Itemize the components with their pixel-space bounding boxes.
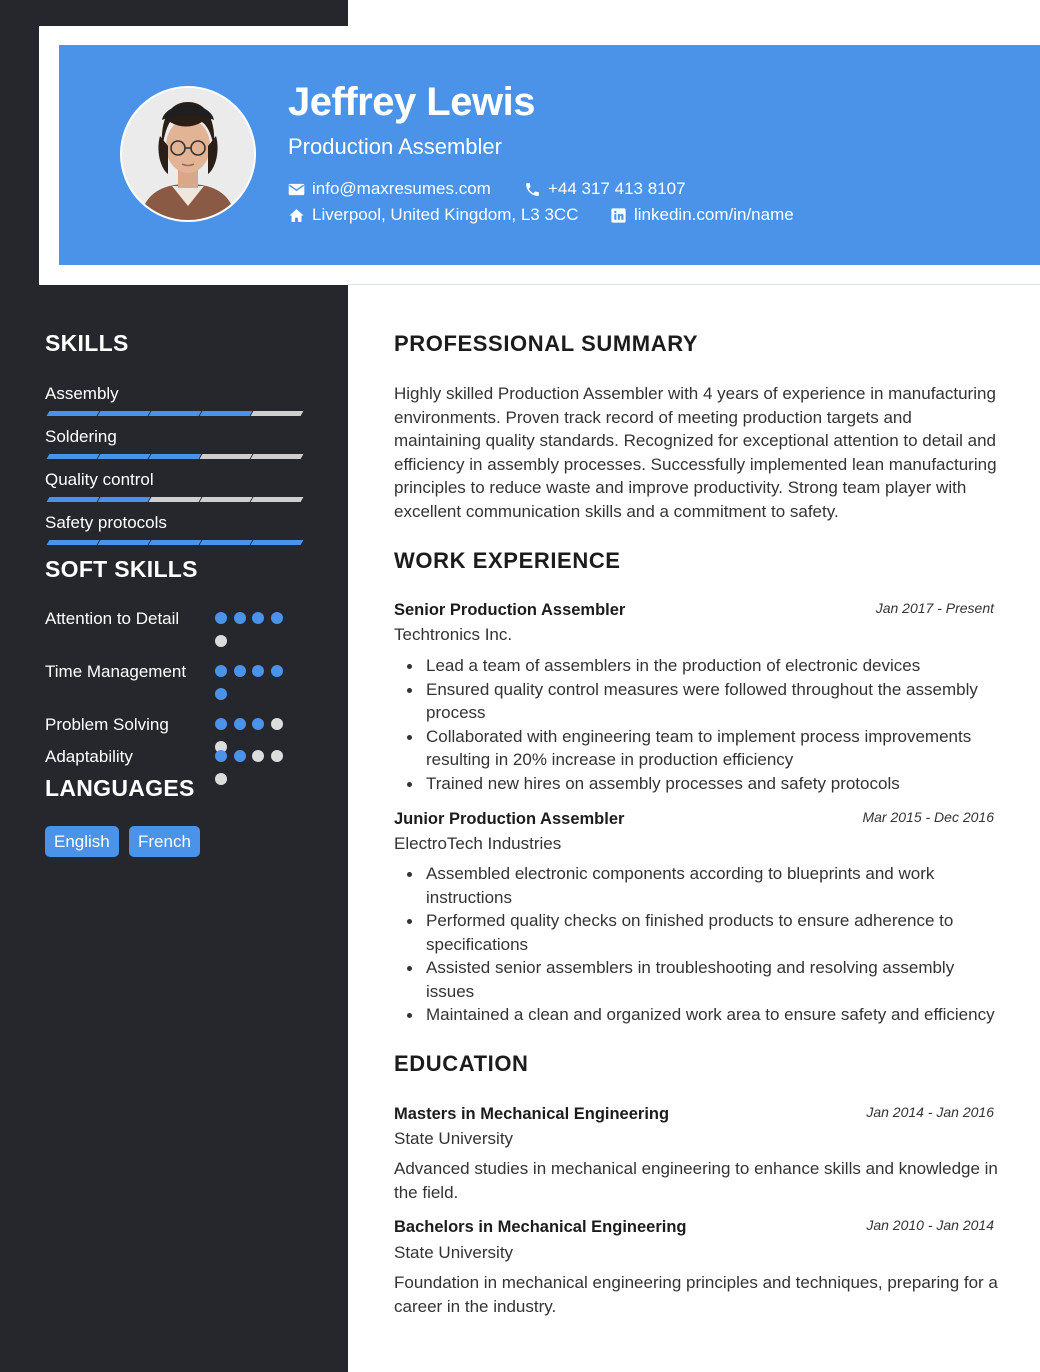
soft-skill-label: Adaptability [45,747,133,766]
soft-skill-dot [215,635,227,647]
candidate-name: Jeffrey Lewis [288,80,535,124]
degree-description: Advanced studies in mechanical engineering to enhance skills and knowledge in the field. [394,1159,998,1202]
skill-bar-segment [149,497,202,502]
job-bullets [426,862,1006,1027]
school-name: State University [394,1243,514,1262]
soft-skill-dot [215,718,227,730]
soft-skill-label: Attention to Detail [45,609,180,628]
job-company: ElectroTech Industries [394,834,562,853]
skill-bar-segment [47,540,100,545]
soft-skill-dot [215,688,227,700]
list-item: Performed quality checks on finished products to ensure adherence to specifications [426,909,1006,956]
education-heading: EDUCATION [394,1051,529,1076]
contact-linkedin-text: linkedin.com/in/name [634,205,794,224]
soft-skill-dot [215,750,227,762]
skill-label: Quality control [45,470,154,489]
skill-bar-segment [149,454,202,459]
skill-label: Assembly [45,384,119,403]
list-item: Assembled electronic components according to blueprints and work instructions [426,862,1006,909]
soft-skill-dot [215,612,227,624]
summary-text: Highly skilled Production Assembler with 4 years of experience in manufacturing environments. Proven track record of meeting production targets and maintaining quality standards. Recognized for exceptional attention to detail and efficiency in assembly processes. Successfully implemented lean manufacturing principles to reduce waste and improve productivity. Strong team player with excellent communication skills and a commitment to safety. [394,384,997,521]
skill-bar-segment [149,540,202,545]
skill-bar-segment [47,454,100,459]
school-name: State University [394,1129,514,1148]
contact-phone[interactable] [524,179,686,199]
skill-level-bars [45,497,305,504]
skill-bar-segment [251,497,304,502]
envelope-icon [288,181,305,198]
home-icon [288,207,305,224]
experience-heading: WORK EXPERIENCE [394,548,621,573]
soft-skill-dot [252,665,264,677]
avatar [120,86,256,222]
job-date: Mar 2015 - Dec 2016 [862,809,994,825]
list-item: Lead a team of assemblers in the production of electronic devices [426,654,1006,678]
skill-bar-segment [251,454,304,459]
list-item: Collaborated with engineering team to implement process improvements resulting in 20% increase in production efficiency [426,725,1006,772]
skill-bar-segment [200,497,253,502]
languages-heading: LANGUAGES [45,775,195,801]
skill-bar-segment [200,411,253,416]
contact-location-text: Liverpool, United Kingdom, L3 3CC [312,205,579,224]
soft-skill-dot [234,750,246,762]
contact-email[interactable] [288,179,491,199]
list-item: Maintained a clean and organized work area to ensure safety and efficiency [426,1003,1006,1027]
job-title: Junior Production Assembler [394,810,625,828]
soft-skills-heading: SOFT SKILLS [45,556,198,582]
job-title: Senior Production Assembler [394,601,626,619]
job-title-header: Production Assembler [288,134,502,159]
degree-description: Foundation in mechanical engineering principles and techniques, preparing for a career in the industry. [394,1273,998,1316]
degree-title: Masters in Mechanical Engineering [394,1105,670,1123]
skill-bar-segment [98,454,151,459]
skill-bar-segment [98,497,151,502]
list-item: Assisted senior assemblers in troubleshooting and resolving assembly issues [426,956,1006,1003]
summary-heading: PROFESSIONAL SUMMARY [394,331,699,356]
contact-linkedin[interactable] [610,205,794,225]
skill-bar-segment [251,411,304,416]
skill-bar-segment [47,411,100,416]
phone-icon [524,181,541,198]
contact-phone-text: +44 317 413 8107 [548,179,686,198]
skill-label: Soldering [45,427,117,446]
soft-skill-dot [271,665,283,677]
degree-title: Bachelors in Mechanical Engineering [394,1218,687,1236]
skill-label: Safety protocols [45,513,167,532]
soft-skill-dot [215,665,227,677]
soft-skill-label: Time Management [45,662,187,681]
skill-bar-segment [200,540,253,545]
soft-skill-dot [215,773,227,785]
linkedin-icon [610,207,627,224]
list-item: Trained new hires on assembly processes and safety protocols [426,772,1006,796]
avatar-portrait [122,88,254,220]
skill-level-bars [45,411,305,418]
soft-skill-dot [252,750,264,762]
language-tag-french: French [129,826,200,857]
soft-skill-dot [234,612,246,624]
skill-bar-segment [98,540,151,545]
job-date: Jan 2017 - Present [875,600,994,616]
contact-location [288,205,578,225]
skill-bar-segment [200,454,253,459]
degree-date: Jan 2014 - Jan 2016 [866,1104,994,1120]
skill-bar-segment [149,411,202,416]
soft-skill-dot [234,665,246,677]
soft-skill-dot [234,718,246,730]
skill-level-bars [45,454,305,461]
soft-skill-dot [271,750,283,762]
soft-skill-dot [252,718,264,730]
soft-skill-label: Problem Solving [45,715,169,734]
job-bullets [426,654,1006,795]
skill-bar-segment [47,497,100,502]
soft-skill-dot [271,718,283,730]
skill-bar-segment [98,411,151,416]
skill-level-bars [45,540,305,547]
skill-bar-segment [251,540,304,545]
soft-skill-dot [252,612,264,624]
skills-heading: SKILLS [45,330,129,356]
list-item: Ensured quality control measures were followed throughout the assembly process [426,678,1006,725]
contact-email-text: info@maxresumes.com [312,179,491,198]
header-divider [348,284,1040,285]
job-company: Techtronics Inc. [394,625,513,644]
degree-date: Jan 2010 - Jan 2014 [866,1217,994,1233]
language-tag-english: English [45,826,119,857]
soft-skill-dot [271,612,283,624]
